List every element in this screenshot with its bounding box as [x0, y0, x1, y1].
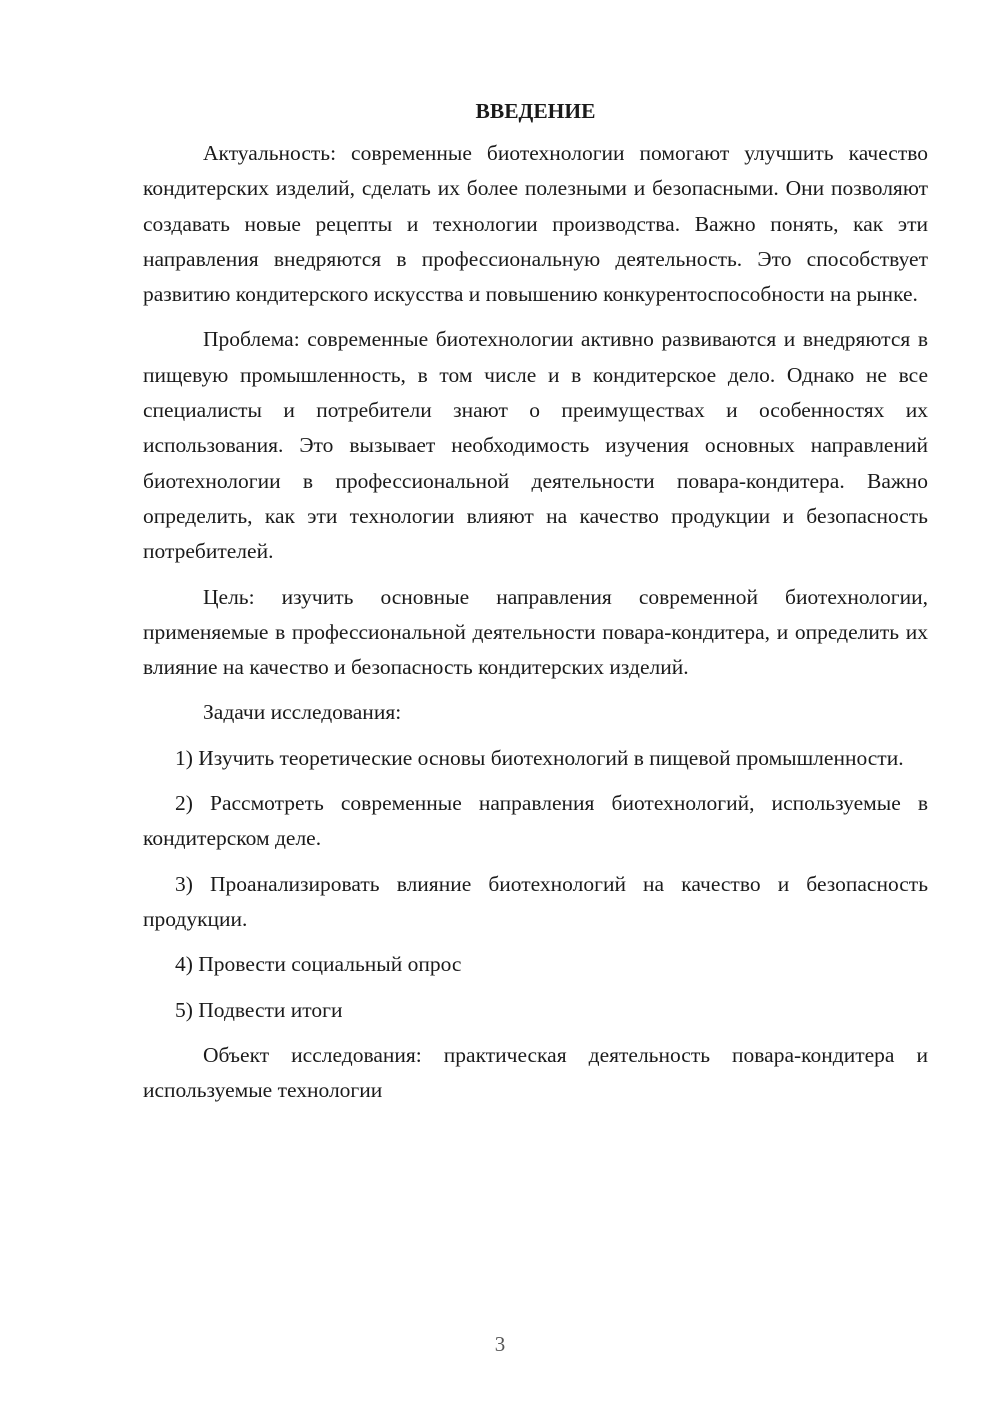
- list-item: 4) Провести социальный опрос: [175, 952, 462, 977]
- list-item: 3) Проанализировать влияние биотехнологий на качество и безопасность продукции.: [143, 871, 928, 931]
- paragraph-relevance: Актуальность: современные биотехнологии помогают улучшить качество кондитерских изделий, сделать их более полезными и безопасными. Они позволяют создавать новые рецепты и технологии производства. Важно понять, как эти направления внедряются в профессиональную деятельность. Это способствует развитию кондитерского искусства и повышению конкурентоспособности на рынке.: [143, 141, 928, 307]
- list-item: 1) Изучить теоретические основы биотехнологий в пищевой промышленности.: [175, 745, 904, 770]
- paragraph-goal: Цель: изучить основные направления современной биотехнологии, применяемые в профессиональной деятельности повара-кондитера, и определить их влияние на качество и безопасность кондитерских изделий.: [143, 584, 928, 680]
- list-item: 5) Подвести итоги: [175, 997, 343, 1022]
- document-page: [143, 96, 928, 1118]
- tasks-list: [143, 741, 928, 1028]
- paragraph-object: Объект исследования: практическая деятельность повара-кондитера и используемые технологии: [143, 1042, 928, 1103]
- page-number: 3: [494, 1332, 506, 1356]
- paragraph-problem: Проблема: современные биотехнологии активно развиваются и внедряются в пищевую промышленность, в том числе и в кондитерское дело. Однако не все специалисты и потребители знают о преимуществах и особенностях их использования. Это вызывает необходимость изучения основных направлений биотехнологии в профессиональной деятельности повара-кондитера. Важно определить, как эти технологии влияют на качество продукции и безопасность потребителей.: [143, 327, 928, 564]
- list-item: 2) Рассмотреть современные направления биотехнологий, используемые в кондитерском деле.: [143, 791, 928, 851]
- tasks-title: Задачи исследования:: [203, 700, 402, 725]
- section-heading: ВВЕДЕНИЕ: [475, 99, 596, 123]
